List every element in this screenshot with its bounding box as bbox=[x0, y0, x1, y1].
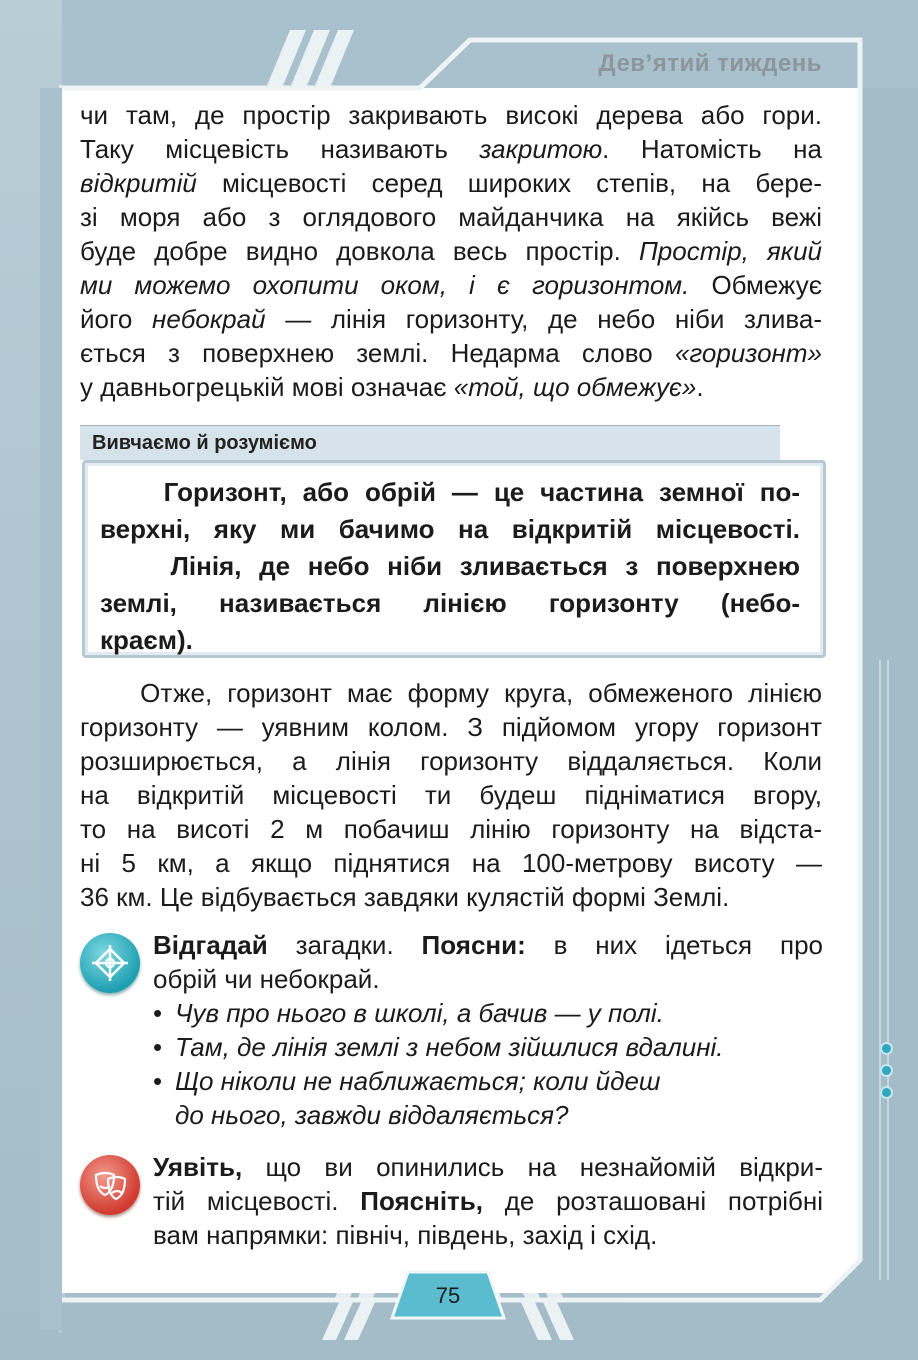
puzzle-snowflake-icon bbox=[80, 933, 140, 993]
definition-line: землі, називається лінією горизонту (небо- bbox=[100, 588, 800, 618]
page-header-title: Дев’ятий тиждень bbox=[598, 50, 822, 77]
list-item: • Чув про нього в школі, а бачив — у полі. bbox=[153, 998, 664, 1028]
main-line: ні 5 км, а якщо піднятися на 100-метрову висоту — bbox=[80, 848, 822, 878]
main-line: Отже, горизонт має форму круга, обмеженого лінією bbox=[80, 678, 822, 708]
intro-line: ється з поверхнею землі. Недарма слово «горизонт» bbox=[80, 338, 822, 368]
main-paragraph bbox=[80, 676, 822, 914]
main-line: розширюється, а лінія горизонту віддаляється. Коли bbox=[80, 746, 822, 776]
main-line: то на висоті 2 м побачиш лінію горизонту на відста- bbox=[80, 814, 822, 844]
definition-line: краєм). bbox=[100, 625, 193, 655]
study-box-label: Вивчаємо й розуміємо bbox=[92, 432, 317, 454]
riddle-list bbox=[153, 996, 823, 1132]
list-item: • Там, де лінія землі з небом зійшлися вдалині. bbox=[153, 1032, 724, 1062]
intro-line: ми можемо охопити оком, і є горизонтом. Обмежує bbox=[80, 270, 822, 300]
definition-line: верхні, яку ми бачимо на відкритій місцевості. bbox=[100, 514, 800, 544]
definition-line: Лінія, де небо ніби зливається з поверхнею bbox=[100, 551, 800, 581]
intro-line: його небокрай — лінія горизонту, де небо ніби злива- bbox=[80, 304, 822, 334]
theatre-masks-icon bbox=[80, 1155, 140, 1215]
main-line: 36 км. Це відбувається завдяки кулястій формі Землі. bbox=[80, 882, 730, 912]
page-number: 75 bbox=[435, 1283, 461, 1308]
intro-line: зі моря або з оглядового майданчика на якійсь вежі bbox=[80, 202, 822, 232]
task2-line3: вам напрямки: північ, південь, захід і схід. bbox=[153, 1220, 658, 1250]
task1-line1-rest: в них ідеться про bbox=[525, 930, 823, 960]
task2-line2-a: тій місцевості. bbox=[153, 1186, 361, 1216]
task2-line2-rest: де розташовані потрібні bbox=[483, 1186, 823, 1216]
task-imagine bbox=[153, 1150, 823, 1252]
list-item: • Що ніколи не наближається; коли йдеш bbox=[153, 1066, 661, 1096]
intro-paragraph bbox=[80, 98, 822, 404]
intro-line: буде добре видно довкола весь простір. Простір, який bbox=[80, 236, 822, 266]
task2-lead-bold: Уявіть, bbox=[153, 1152, 243, 1182]
task1-second-bold: Поясни: bbox=[421, 930, 526, 960]
task2-line2-bold: Поясніть, bbox=[360, 1186, 483, 1216]
intro-line: відкритій місцевості серед широких степів, на бере- bbox=[80, 168, 822, 198]
main-line: на відкритій місцевості ти будеш підніматися вгору, bbox=[80, 780, 822, 810]
task1-lead-text: загадки. bbox=[267, 930, 422, 960]
task2-line1-rest: що ви опинились на незнайомій відкри- bbox=[242, 1152, 823, 1182]
intro-line: чи там, де простір закривають високі дерева або гори. bbox=[80, 100, 822, 130]
task1-line2: обрій чи небокрай. bbox=[153, 964, 380, 994]
list-item: до нього, завжди віддаляється? bbox=[175, 1100, 569, 1130]
task-riddles bbox=[153, 928, 823, 996]
definition-text bbox=[100, 474, 800, 659]
task1-lead-bold: Відгадай bbox=[153, 930, 268, 960]
main-line: горизонту — уявним колом. З підйомом угору горизонт bbox=[80, 712, 822, 742]
intro-line: у давньогрецькій мові означає «той, що обмежує». bbox=[80, 372, 704, 402]
definition-line: Горизонт, або обрій — це частина земної по- bbox=[100, 477, 800, 507]
intro-line: Таку місцевість називають закритою. Натомість на bbox=[80, 134, 822, 164]
